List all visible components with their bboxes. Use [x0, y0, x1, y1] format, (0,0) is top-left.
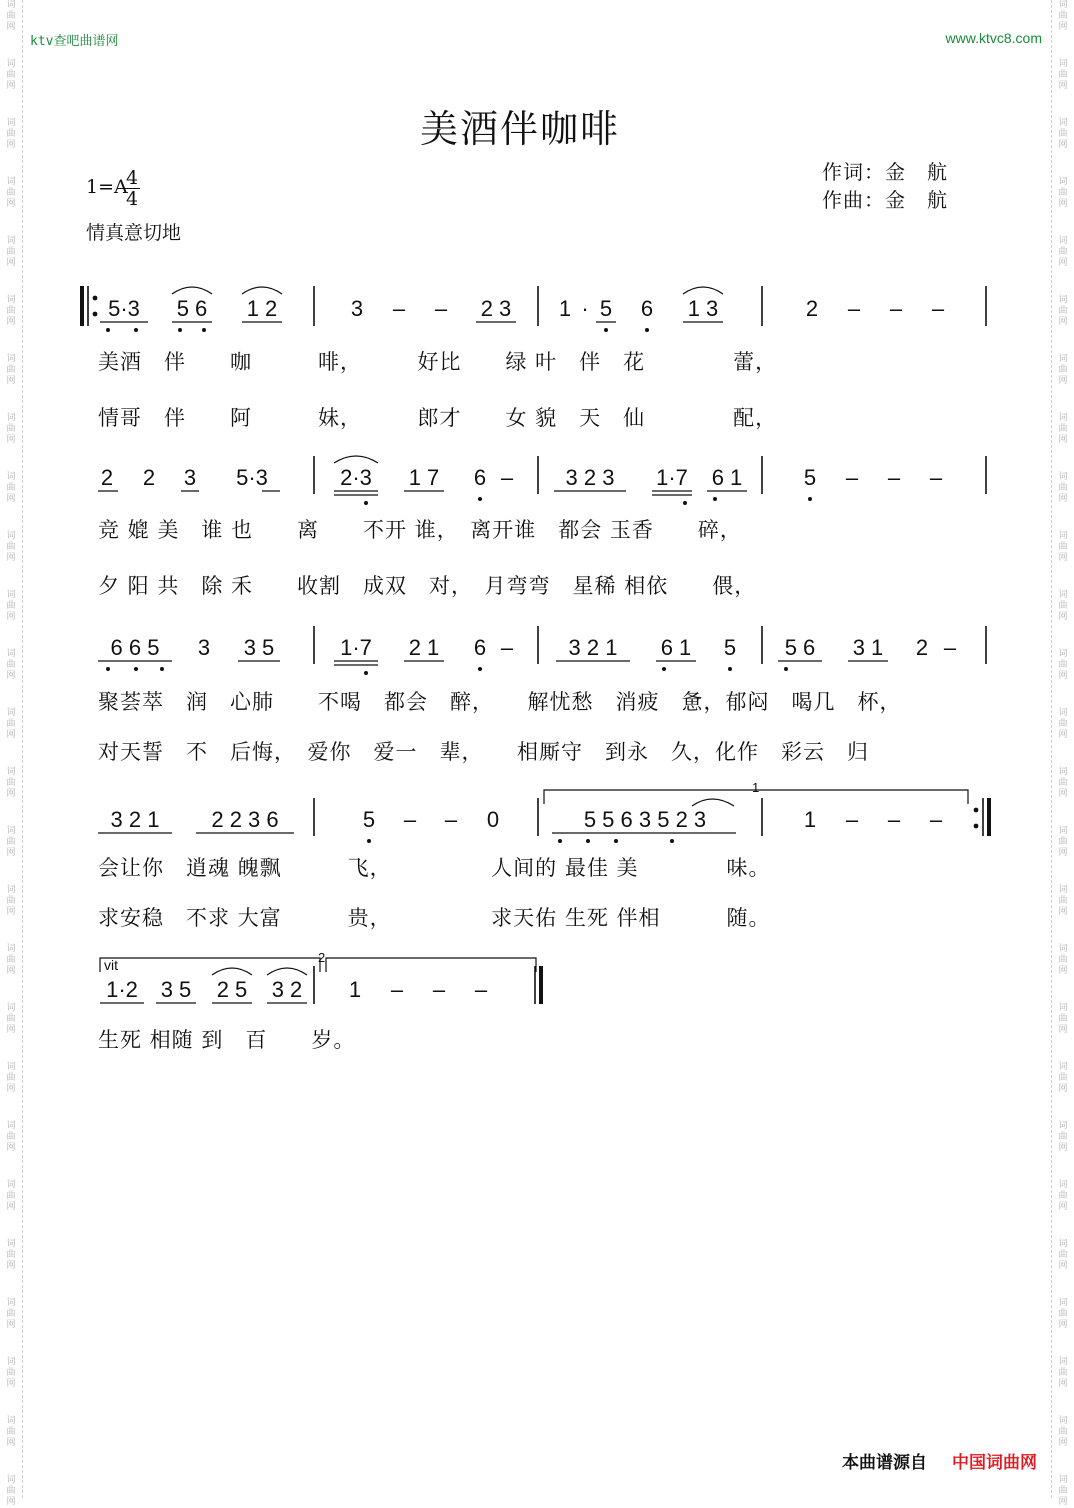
site-url-right: www.ktvc8.com [945, 30, 1042, 46]
note-group: 2 5 [216, 977, 248, 1002]
watermark-mark: 词曲网 [1058, 236, 1068, 268]
note-group: 3 [350, 296, 364, 321]
note-group: 1·2 [106, 977, 138, 1002]
watermark-mark: 词曲网 [6, 1298, 16, 1330]
note-group: – [929, 807, 943, 832]
watermark-mark: 词曲网 [6, 1180, 16, 1212]
notes-system-1 [108, 296, 945, 321]
source-site-link[interactable]: 中国词曲网 [952, 1453, 1037, 1473]
note-group: 5 6 [176, 296, 208, 321]
notes-system-3 [111, 635, 957, 660]
note-group: 6 1 [711, 465, 743, 490]
watermark-mark: 词曲网 [6, 1416, 16, 1448]
note-group: 3 5 [243, 635, 275, 660]
note-group: – [845, 807, 859, 832]
watermark-mark: 词曲网 [6, 826, 16, 858]
watermark-mark: 词曲网 [1058, 295, 1068, 327]
note-group: – [887, 465, 901, 490]
note-group: 5·3 [236, 465, 268, 490]
watermark-mark: 词曲网 [1058, 118, 1068, 150]
note-group: 5 [362, 807, 376, 832]
watermark-mark: 词曲网 [1058, 1475, 1068, 1507]
note-group: 0 [486, 807, 500, 832]
watermark-mark: 词曲网 [1058, 1416, 1068, 1448]
source-label: 本曲谱源自 [842, 1453, 927, 1473]
note-group: 2 [100, 465, 114, 490]
time-signature-top: 4 [125, 167, 139, 189]
watermark-mark: 词曲网 [1058, 649, 1068, 681]
watermark-mark: 词曲网 [6, 885, 16, 917]
watermark-mark: 词曲网 [1058, 1357, 1068, 1389]
note-group: – [889, 296, 903, 321]
tempo-marking: 情真意切地 [86, 222, 182, 244]
watermark-mark: 词曲网 [6, 1062, 16, 1094]
watermark-mark: 词曲网 [1058, 1239, 1068, 1271]
watermark-mark: 词曲网 [6, 1357, 16, 1389]
key-signature: 1=A [86, 176, 128, 198]
note-group: – [390, 977, 404, 1002]
note-group: 3 2 1 [568, 635, 618, 660]
note-group: 3 1 [852, 635, 884, 660]
lyric-line: 美酒 伴 咖 啡， 好比 绿 叶 伴 花 蕾， [98, 350, 778, 374]
watermark-mark: 词曲网 [1058, 413, 1068, 445]
lyric-line: 会让你 逍魂 魄飘 飞， 人间的 最佳 美 味。 [98, 856, 771, 880]
note-group: 6 [473, 635, 487, 660]
note-group: 3 [183, 465, 197, 490]
note-group: – [929, 465, 943, 490]
note-group: 2 [142, 465, 156, 490]
note-group: 5 6 [784, 635, 816, 660]
lyric-line: 对天誓 不 后悔， 爱你 爱一 辈， 相厮守 到永 久，化作 彩云 归 [98, 740, 869, 764]
watermark-mark: 词曲网 [1058, 708, 1068, 740]
watermark-mark: 词曲网 [6, 295, 16, 327]
watermark-mark: 词曲网 [1058, 1121, 1068, 1153]
first-ending-label: 1 [752, 780, 760, 795]
watermark-mark: 词曲网 [6, 708, 16, 740]
note-group: – [403, 807, 417, 832]
watermark-mark: 词曲网 [1058, 177, 1068, 209]
note-group: 5 5 6 3 5 2 3 [583, 807, 707, 832]
vit-label: vit [104, 957, 118, 973]
note-group: – [500, 465, 514, 490]
lyric-line: 聚荟萃 润 心肺 不喝 都会 醉， 解忧愁 消疲 惫，郁闷 喝几 杯， [98, 690, 902, 714]
note-group: – [847, 296, 861, 321]
watermark-mark: 词曲网 [1058, 59, 1068, 91]
note-group: 2 [805, 296, 819, 321]
watermark-mark: 词曲网 [1058, 1062, 1068, 1094]
note-group: 1 [803, 807, 817, 832]
lyric-line: 生死 相随 到 百 岁。 [98, 1028, 356, 1052]
note-group: 1 [348, 977, 362, 1002]
composer-credit: 作曲：金 航 [822, 188, 948, 212]
lyric-line: 求安稳 不求 大富 贵， 求天佑 生死 伴相 随。 [98, 906, 771, 930]
watermark-mark: 词曲网 [1058, 944, 1068, 976]
note-group: 2 [915, 635, 929, 660]
note-group: 3 5 [160, 977, 192, 1002]
note-group: 3 [197, 635, 211, 660]
watermark-mark: 词曲网 [6, 177, 16, 209]
watermark-mark: 词曲网 [6, 649, 16, 681]
watermark-mark: 词曲网 [1058, 767, 1068, 799]
notes-system-2 [101, 465, 943, 490]
note-group: 2 3 [480, 296, 512, 321]
watermark-mark: 词曲网 [6, 944, 16, 976]
note-group: 1·7 [340, 635, 372, 660]
note-group: 6 [640, 296, 654, 321]
note-group: – [931, 296, 945, 321]
watermark-mark: 词曲网 [6, 1121, 16, 1153]
watermark-mark: 词曲网 [6, 236, 16, 268]
watermark-mark: 词曲网 [6, 531, 16, 563]
note-group: 3 2 1 [110, 807, 160, 832]
note-group: – [432, 977, 446, 1002]
lyric-line: 夕 阳 共 除 禾 收割 成双 对， 月弯弯 星稀 相依 偎， [98, 574, 757, 598]
note-group: 3 2 3 [565, 465, 615, 490]
note-group: 5·3 [108, 296, 140, 321]
watermark-mark: 词曲网 [1058, 1298, 1068, 1330]
note-group: 2·3 [340, 465, 372, 490]
watermark-mark: 词曲网 [1058, 531, 1068, 563]
note-group: 2 2 3 6 [211, 807, 279, 832]
watermark-mark: 词曲网 [6, 1239, 16, 1271]
watermark-mark: 词曲网 [1058, 0, 1068, 32]
note-group: 1 3 [687, 296, 719, 321]
notes-system-4 [111, 807, 943, 832]
note-group: – [444, 807, 458, 832]
second-ending-label: 2 [318, 950, 326, 965]
time-signature-bottom: 4 [125, 188, 139, 210]
note-group: 1 [558, 296, 572, 321]
watermark-mark: 词曲网 [6, 0, 16, 32]
watermark-mark: 词曲网 [6, 767, 16, 799]
note-group: – [887, 807, 901, 832]
note-group: 5 [723, 635, 737, 660]
note-group: 2 1 [408, 635, 440, 660]
watermark-mark: 词曲网 [6, 354, 16, 386]
watermark-mark: 词曲网 [1058, 1180, 1068, 1212]
note-group: · [581, 296, 589, 321]
watermark-mark: 词曲网 [6, 1475, 16, 1507]
watermark-mark: 词曲网 [1058, 472, 1068, 504]
note-group: 6 [473, 465, 487, 490]
lyric-line: 竞 媲 美 谁 也 离 不开 谁， 离开谁 都会 玉香 碎， [98, 518, 742, 542]
note-group: 6 6 5 [110, 635, 160, 660]
song-title: 美酒伴咖啡 [419, 107, 620, 151]
note-group: – [943, 635, 957, 660]
watermark-mark: 词曲网 [6, 413, 16, 445]
note-group: 5 [803, 465, 817, 490]
note-group: – [845, 465, 859, 490]
lyric-line: 情哥 伴 阿 妹， 郎才 女 貌 天 仙 配， [98, 406, 778, 430]
note-group: 1 7 [408, 465, 440, 490]
note-group: – [434, 296, 448, 321]
watermark-mark: 词曲网 [6, 472, 16, 504]
watermark-mark: 词曲网 [6, 1003, 16, 1035]
note-group: 3 2 [271, 977, 303, 1002]
note-group: 5 [599, 296, 613, 321]
note-group: 6 1 [660, 635, 692, 660]
site-name-left: ktv查吧曲谱网 [30, 34, 119, 49]
watermark-mark: 词曲网 [1058, 885, 1068, 917]
watermark-mark: 词曲网 [1058, 826, 1068, 858]
watermark-mark: 词曲网 [1058, 1003, 1068, 1035]
watermark-mark: 词曲网 [6, 118, 16, 150]
watermark-mark: 词曲网 [1058, 354, 1068, 386]
note-group: – [500, 635, 514, 660]
note-group: 1·7 [656, 465, 688, 490]
lyricist-credit: 作词：金 航 [822, 160, 948, 184]
notes-system-5 [106, 977, 488, 1002]
note-group: – [474, 977, 488, 1002]
note-group: 1 2 [246, 296, 278, 321]
watermark-mark: 词曲网 [6, 590, 16, 622]
note-group: – [392, 296, 406, 321]
watermark-mark: 词曲网 [6, 59, 16, 91]
watermark-mark: 词曲网 [1058, 590, 1068, 622]
